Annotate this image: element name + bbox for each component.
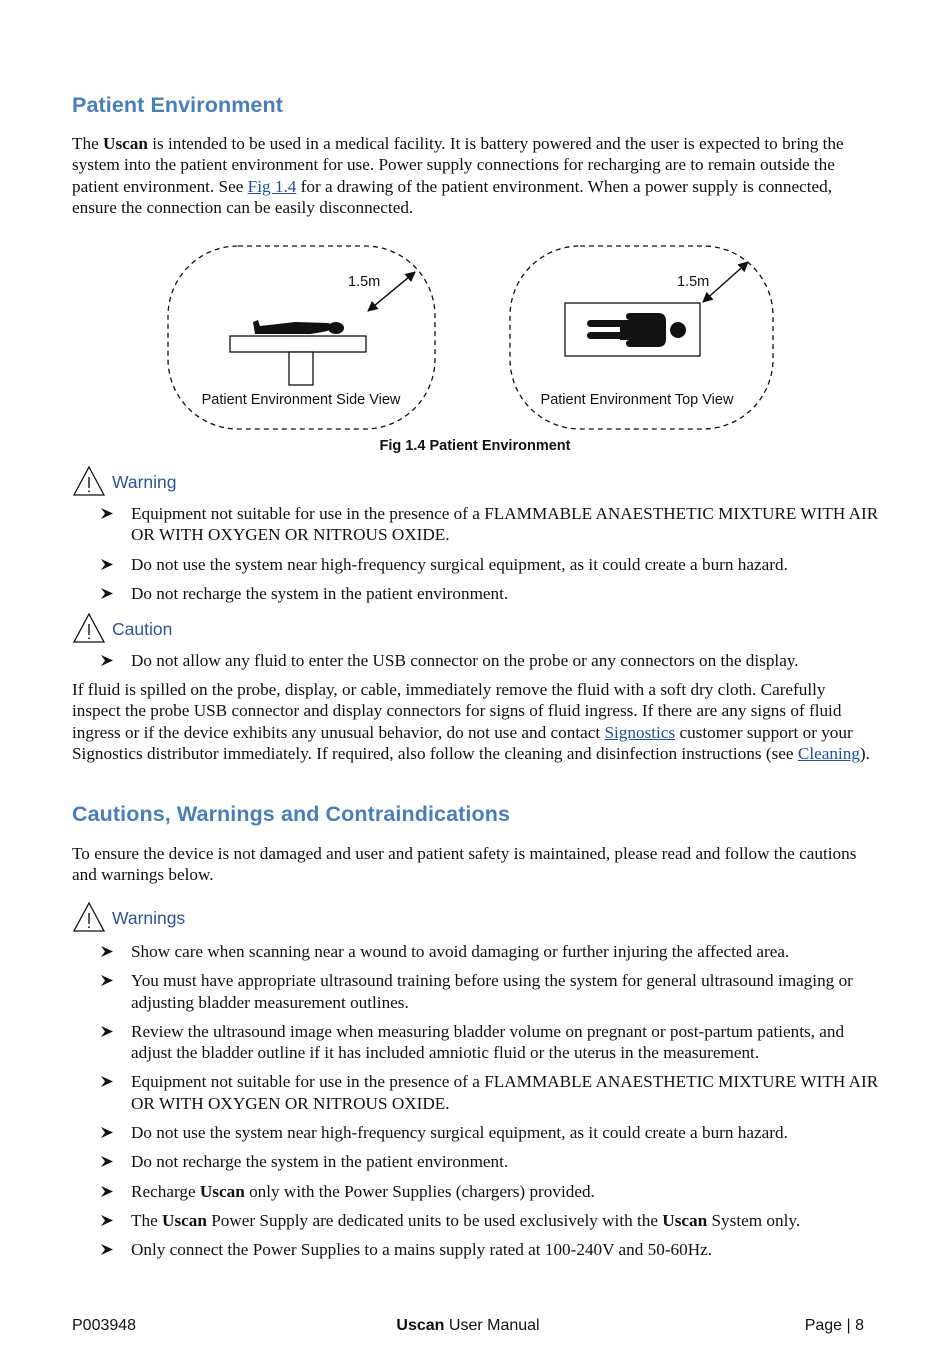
list-item: Show care when scanning near a wound to avoid damaging or further injuring the affected area. bbox=[100, 941, 880, 962]
arrow-bullet-icon bbox=[100, 1243, 114, 1256]
arrow-bullet-icon bbox=[100, 945, 114, 958]
section-heading-patient-environment: Patient Environment bbox=[72, 93, 283, 117]
list-item: Only connect the Power Supplies to a mains supply rated at 100-240V and 50-60Hz. bbox=[100, 1239, 880, 1260]
patient-environment-paragraph: The Uscan is intended to be used in a medical facility. It is battery powered and the user is expected to bring the system into the patient environment for use. Power supply connections for recharging are to remain outside the patient environment. See Fig 1.4 for a drawing of the patient environment. When a power supply is connected, ensure the connection can be easily disconnected. bbox=[72, 134, 844, 217]
manual-title: Uscan User Manual bbox=[396, 1317, 540, 1334]
warning-triangle-icon bbox=[72, 612, 106, 644]
product-name: Uscan bbox=[103, 134, 148, 153]
bed-stand bbox=[289, 352, 313, 385]
caution-list bbox=[100, 650, 880, 679]
section-heading-cautions-warnings: Cautions, Warnings and Contraindications bbox=[72, 802, 510, 826]
warning-heading bbox=[72, 465, 177, 497]
list-item: Review the ultrasound image when measuring bladder volume on pregnant or post-partum patients, and adjust the bladder outline if it has included amniotic fluid or the uterus in the measurement. bbox=[100, 1021, 880, 1064]
warning-triangle-icon bbox=[72, 901, 106, 933]
top-view-caption: Patient Environment Top View bbox=[540, 392, 734, 408]
arrow-bullet-icon bbox=[100, 1025, 114, 1038]
patient-side-icon bbox=[253, 320, 344, 334]
caution-heading bbox=[72, 612, 172, 644]
figure-caption: Fig 1.4 Patient Environment bbox=[379, 438, 571, 454]
fig-1-4-link[interactable]: Fig 1.4 bbox=[247, 176, 297, 196]
top-view-distance-arrow bbox=[703, 262, 748, 302]
signostics-link[interactable]: Signostics bbox=[604, 722, 676, 742]
list-item: Do not recharge the system in the patient environment. bbox=[100, 1151, 880, 1172]
caution-label: Caution bbox=[112, 618, 173, 639]
side-view-caption: Patient Environment Side View bbox=[201, 392, 401, 408]
side-view-distance-label: 1.5m bbox=[348, 274, 381, 290]
top-view-diagram bbox=[510, 246, 773, 429]
warning-list bbox=[100, 503, 880, 612]
cleaning-link[interactable]: Cleaning bbox=[797, 743, 860, 763]
arrow-bullet-icon bbox=[100, 1185, 114, 1198]
warnings-heading bbox=[72, 901, 185, 933]
list-item: You must have appropriate ultrasound training before using the system for general ultrasound imaging or adjusting bladder measurement outlines. bbox=[100, 970, 880, 1013]
bed-top bbox=[230, 336, 366, 352]
list-item: Do not allow any fluid to enter the USB connector on the probe or any connectors on the display. bbox=[100, 650, 880, 671]
arrow-bullet-icon bbox=[100, 1214, 114, 1227]
arrow-bullet-icon bbox=[100, 654, 114, 667]
arrow-bullet-icon bbox=[100, 1126, 114, 1139]
top-view-distance-label: 1.5m bbox=[677, 274, 710, 290]
page-number: Page | 8 bbox=[804, 1317, 864, 1334]
fluid-spill-paragraph: If fluid is spilled on the probe, display, or cable, immediately remove the fluid with a soft dry cloth. Carefully inspect the probe USB connector and display connectors for signs of fluid ingress. If there are any signs of fluid ingress or if the device exhibits any unusual behavior, do not use and contact Signostics customer support or your Signostics distributor immediately. If required, also follow the cleaning and disinfection instructions (see Cleaning). bbox=[72, 680, 870, 763]
arrow-bullet-icon bbox=[100, 1155, 114, 1168]
list-item: Do not use the system near high-frequency surgical equipment, as it could create a burn hazard. bbox=[100, 1122, 880, 1143]
arrow-bullet-icon bbox=[100, 587, 114, 600]
cautions-intro-paragraph: To ensure the device is not damaged and user and patient safety is maintained, please read and follow the cautions and warnings below. bbox=[72, 844, 857, 885]
side-view-diagram bbox=[168, 246, 435, 429]
list-item: Do not use the system near high-frequency surgical equipment, as it could create a burn hazard. bbox=[100, 554, 880, 575]
warning-triangle-icon bbox=[72, 465, 106, 497]
warnings-label: Warnings bbox=[112, 907, 186, 928]
list-item: Equipment not suitable for use in the presence of a FLAMMABLE ANAESTHETIC MIXTURE WITH AIR OR WITH OXYGEN OR NITROUS OXIDE. bbox=[100, 1071, 880, 1114]
arrow-bullet-icon bbox=[100, 558, 114, 571]
arrow-bullet-icon bbox=[100, 974, 114, 987]
page-footer bbox=[72, 1317, 864, 1339]
warning-label: Warning bbox=[112, 471, 177, 492]
warnings-list bbox=[100, 941, 880, 1269]
document-number: P003948 bbox=[72, 1317, 137, 1334]
list-item: The Uscan Power Supply are dedicated units to be used exclusively with the Uscan System only. bbox=[100, 1210, 880, 1231]
arrow-bullet-icon bbox=[100, 507, 114, 520]
patient-environment-figure bbox=[160, 240, 790, 440]
list-item: Equipment not suitable for use in the presence of a FLAMMABLE ANAESTHETIC MIXTURE WITH AIR OR WITH OXYGEN OR NITROUS OXIDE. bbox=[100, 503, 880, 546]
arrow-bullet-icon bbox=[100, 1075, 114, 1088]
list-item: Do not recharge the system in the patient environment. bbox=[100, 583, 880, 604]
list-item: Recharge Uscan only with the Power Supplies (chargers) provided. bbox=[100, 1181, 880, 1202]
